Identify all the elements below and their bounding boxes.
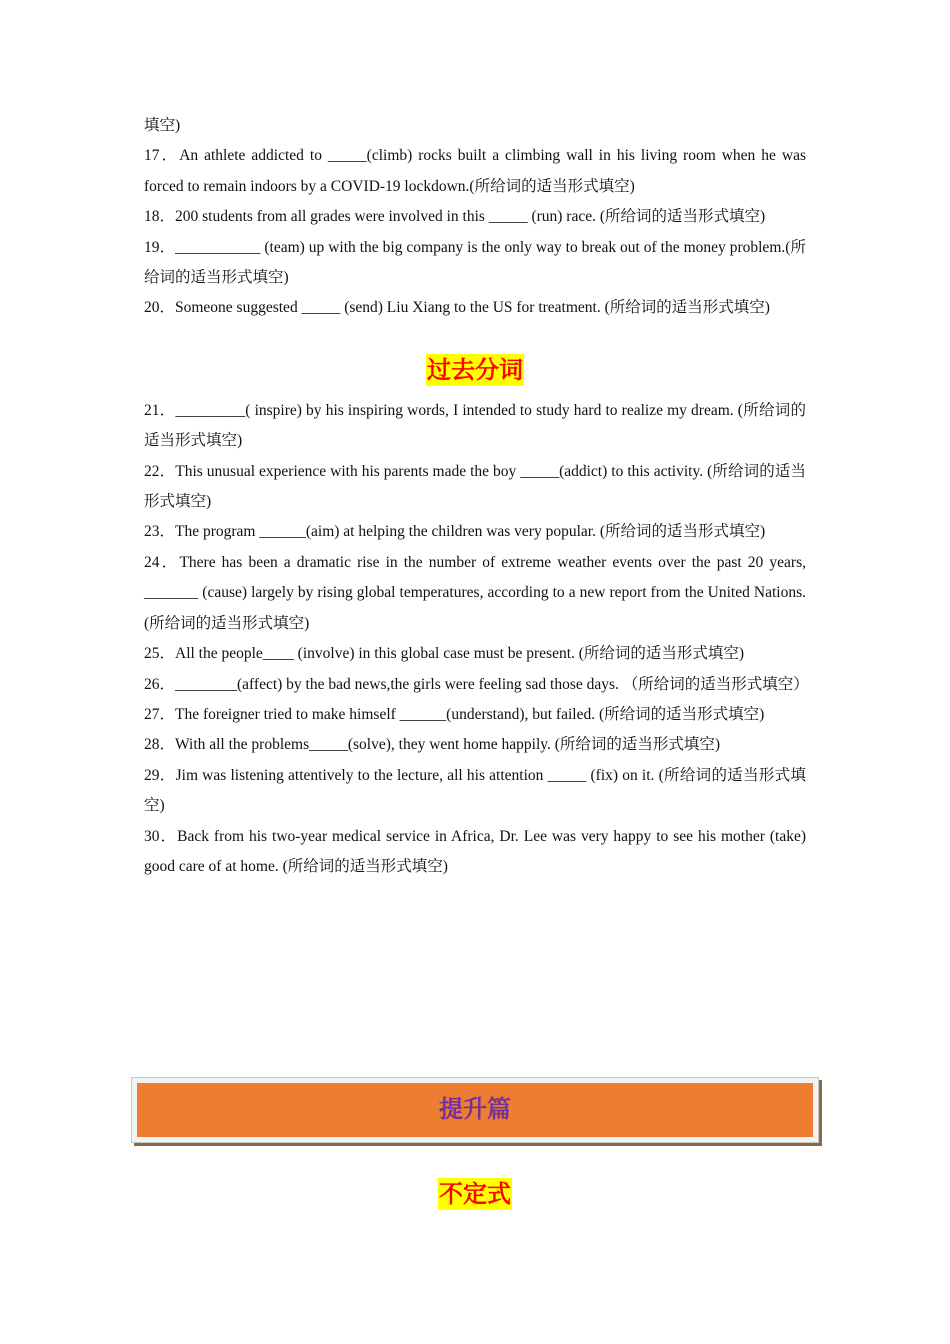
question-25: 25．All the people____ (involve) in this global case must be present. (所给词的适当形式填空) bbox=[144, 645, 745, 663]
question-23: 23．The program ______(aim) at helping the children was very popular. (所给词的适当形式填空) bbox=[144, 523, 766, 541]
question-28: 28．With all the problems_____(solve), they went home happily. (所给词的适当形式填空) bbox=[144, 736, 721, 754]
question-24: 24．There has been a dramatic rise in the number of extreme weather events over the past 20 years, _______ (cause) largely by rising global temperatures, according to a new report from the United Nations. (所给词的适当形式填空) bbox=[144, 553, 806, 632]
section-heading-past-participle-wrap bbox=[144, 352, 806, 396]
section-heading-infinitive-wrap bbox=[0, 1178, 950, 1210]
document-body bbox=[144, 111, 809, 882]
level-up-banner bbox=[131, 1077, 819, 1143]
question-21: 21．_________( inspire) by his inspiring words, I intended to study hard to realize my dream. (所给词的适当形式填空) bbox=[144, 401, 806, 450]
question-26: 26．________(affect) by the bad news,the girls were feeling sad those days. （所给词的适当形式填空） bbox=[144, 675, 809, 693]
question-17: 17．An athlete addicted to _____(climb) rocks built a climbing wall in his living room when he was forced to remain indoors by a COVID-19 lockdown.(所给词的适当形式填空) bbox=[144, 147, 806, 195]
question-22: 22．This unusual experience with his parents made the boy _____(addict) to this activity. (所给词的适当形式填空) bbox=[144, 462, 806, 511]
question-19: 19．___________ (team) up with the big company is the only way to break out of the money problem.(所给词的适当形式填空) bbox=[144, 238, 806, 287]
question-29: 29．Jim was listening attentively to the lecture, all his attention _____ (fix) on it. (所给词的适当形式填空) bbox=[144, 766, 806, 815]
question-27: 27．The foreigner tried to make himself ______(understand), but failed. (所给词的适当形式填空) bbox=[144, 705, 765, 723]
level-up-banner-fill bbox=[137, 1083, 813, 1137]
question-fragment: 填空) bbox=[144, 117, 181, 134]
section-heading-past-participle: 过去分词 bbox=[427, 355, 523, 384]
question-18: 18．200 students from all grades were involved in this _____ (run) race. (所给词的适当形式填空) bbox=[144, 208, 766, 226]
section-heading-infinitive: 不定式 bbox=[439, 1180, 511, 1208]
question-20: 20．Someone suggested _____ (send) Liu Xiang to the US for treatment. (所给词的适当形式填空) bbox=[144, 299, 770, 317]
level-up-banner-title: 提升篇 bbox=[439, 1095, 511, 1123]
question-30: 30．Back from his two-year medical service in Africa, Dr. Lee was very happy to see his mother (take) good care of at home. (所给词的适当形式填空) bbox=[144, 827, 806, 875]
